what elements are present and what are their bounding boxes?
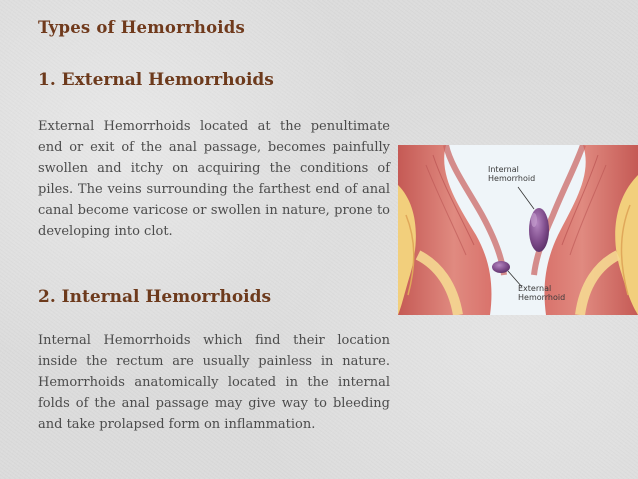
internal-hemorrhoid-shape (529, 208, 549, 252)
external-hemorrhoid-shape (492, 261, 510, 273)
paragraph-internal-hemorrhoids: Internal Hemorrhoids which find their location inside the rectum are usually painless in nature. Hemorrhoids anatomically located in the internal folds of the anal passage may give way to bleeding and take prolapsed form on inflammation. (38, 333, 390, 432)
paragraph-external-hemorrhoids: External Hemorrhoids located at the penultimate end or exit of the anal passage, becomes painfully swollen and itchy on acquiring the conditions of piles. The veins surrounding the farthest end of anal canal become varicose or swollen in nature, prone to developing into clot. (38, 119, 390, 239)
label-external-hemorrhoid: External Hemorrhoid (518, 284, 566, 302)
slide-title: Types of Hemorrhoids (38, 18, 246, 37)
section-heading-internal: 2. Internal Hemorrhoids (38, 287, 272, 307)
hemorrhoid-anatomy-illustration (398, 145, 638, 315)
label-internal-hemorrhoid: Internal Hemorrhoid (488, 165, 536, 183)
section-heading-external: 1. External Hemorrhoids (38, 70, 274, 90)
